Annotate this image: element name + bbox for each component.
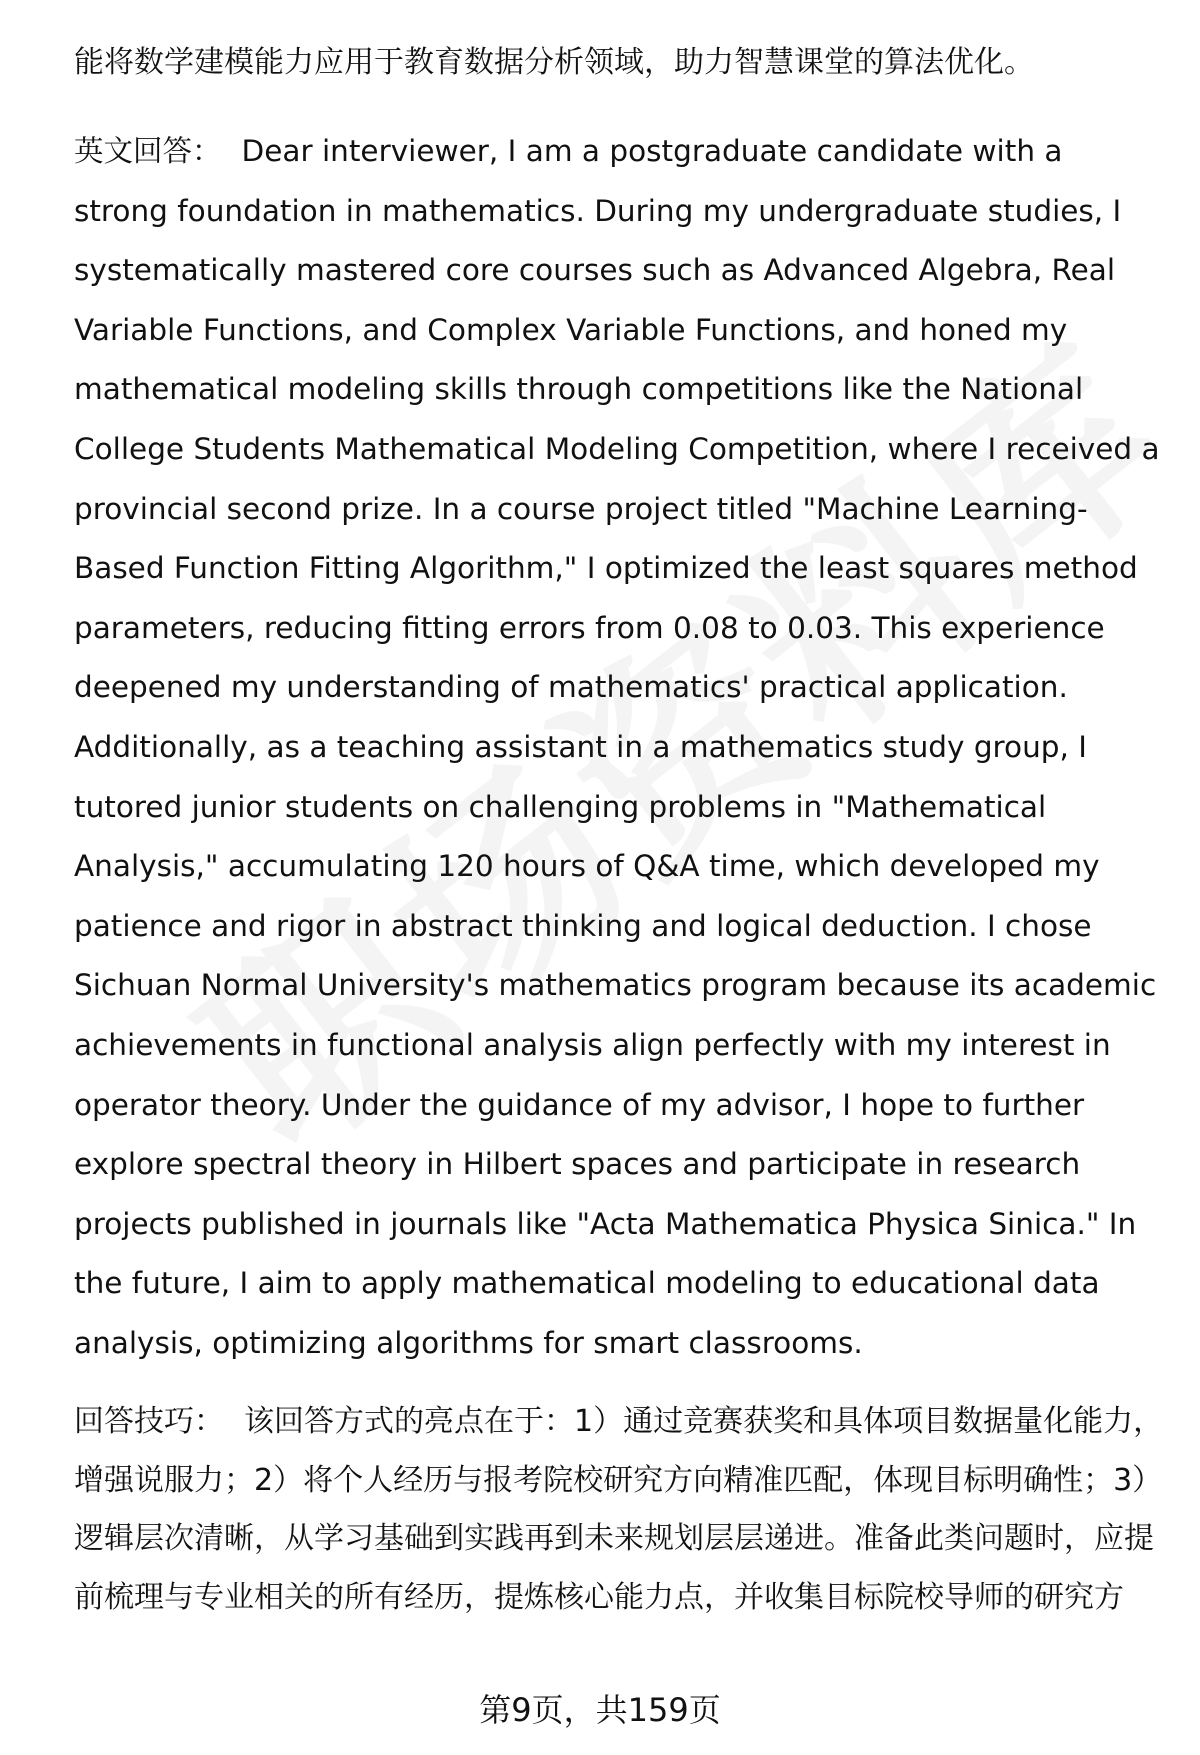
tips-label: 回答技巧： [74,1404,224,1440]
document-body [74,40,1164,1627]
english-answer-paragraph [74,122,1164,1373]
intro-paragraph: 能将数学建模能力应用于教育数据分析领域，助力智慧课堂的算法优化。 [74,45,1034,80]
english-answer-label: 英文回答： [74,134,222,168]
tips-text: 该回答方式的亮点在于：1）通过竞赛获奖和具体项目数据量化能力，增强说服力；2）将个人经历与报考院校研究方向精准匹配，体现目标明确性；3）逻辑层次清晰，从学习基础到实践再到未来规划层层递进。准备此类问题时，应提前梳理与专业相关的所有经历，提炼核心能力点，并收集目标院校导师的研究方 [74,1404,1164,1615]
english-answer-text: Dear interviewer, I am a postgraduate candidate with a strong foundation in mathematics. During my undergraduate studies, I systematically mastered core courses such as Advanced Algebra, Real Variable Functions, and Complex Variable Functions, and honed my mathematical modeling skills through competitions like the National College Students Mathematical Modeling Competition, where I received a provincial second prize. In a course project titled "Machine Learning-Based Function Fitting Algorithm," I optimized the least squares method parameters, reducing fitting errors from 0.08 to 0.03. This experience deepened my understanding of mathematics' practical application. Additionally, as a teaching assistant in a mathematics study group, I tutored junior students on challenging problems in "Mathematical Analysis," accumulating 120 hours of Q&A time, which developed my patience and rigor in abstract thinking and logical deduction. I chose Sichuan Normal University's mathematics program because its academic achievements in functional analysis align perfectly with my interest in operator theory. Under the guidance of my advisor, I hope to further explore spectral theory in Hilbert spaces and participate in research projects published in journals like "Acta Mathematica Physica Sinica." In the future, I aim to apply mathematical modeling to educational data analysis, optimizing algorithms for smart classrooms. [74,134,1160,1360]
tips-paragraph [74,1393,1164,1627]
page-number: 第9页，共159页 [479,1691,721,1729]
